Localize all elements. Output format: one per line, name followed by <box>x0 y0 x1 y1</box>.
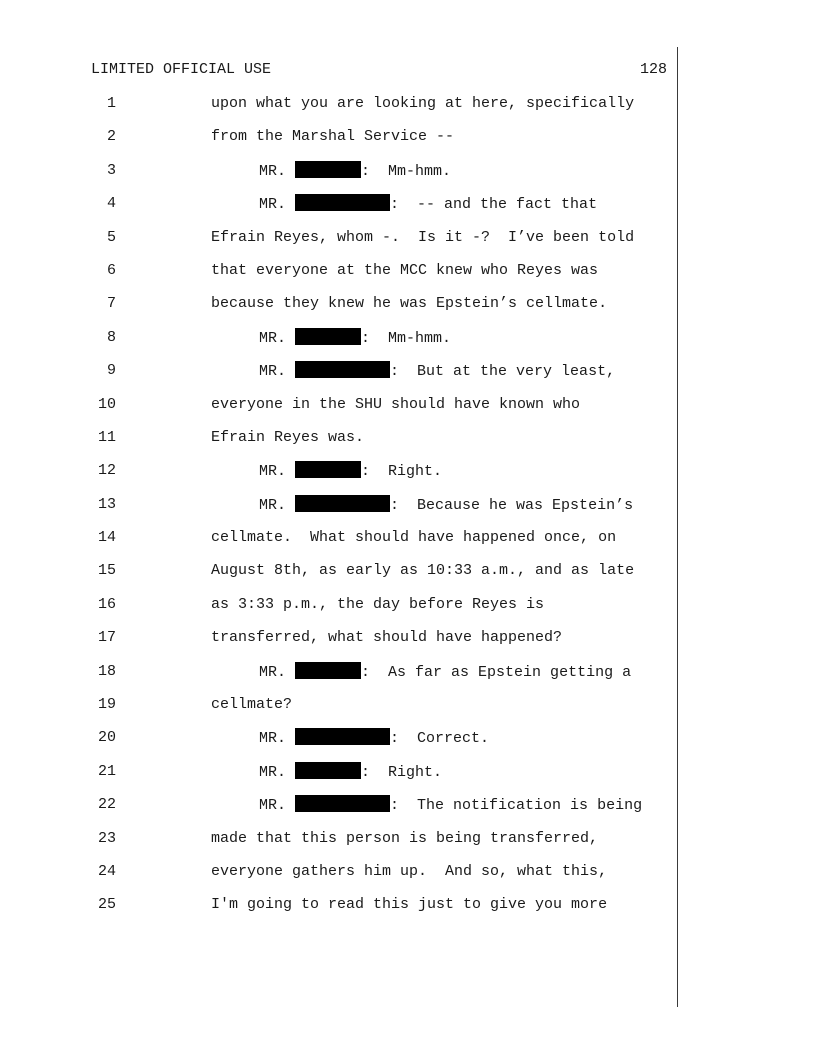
speaker-title: MR. <box>259 162 287 180</box>
page-number: 128 <box>639 61 667 78</box>
transcript-line <box>0 795 816 828</box>
line-number: 13 <box>97 495 116 513</box>
transcript-line <box>0 228 816 261</box>
line-number: 6 <box>106 261 116 279</box>
transcript-line <box>0 361 816 394</box>
transcript-line <box>0 762 816 795</box>
line-number: 24 <box>97 862 116 880</box>
line-text: : Mm-hmm. <box>361 162 452 180</box>
line-number: 7 <box>106 295 116 313</box>
transcript-line <box>0 294 816 327</box>
redaction-box <box>295 328 361 345</box>
speaker-line <box>259 795 642 816</box>
line-number: 3 <box>106 161 116 179</box>
redaction-box <box>295 495 390 512</box>
redaction-box <box>295 795 390 812</box>
line-number: 15 <box>97 562 116 580</box>
line-text: : The notification is being <box>390 797 643 815</box>
transcript-line <box>0 127 816 160</box>
line-text: : Mm-hmm. <box>361 329 452 347</box>
transcript-line <box>0 628 816 661</box>
line-text: cellmate. What should have happened once, on <box>211 529 617 547</box>
transcript-line <box>0 461 816 494</box>
redaction-box <box>295 662 361 679</box>
page-header <box>91 61 667 81</box>
redaction-box <box>295 728 390 745</box>
speaker-line <box>259 194 597 215</box>
speaker-title: MR. <box>259 763 287 781</box>
redaction-box <box>295 461 361 478</box>
line-number: 21 <box>97 762 116 780</box>
line-text: because they knew he was Epstein’s cellmate. <box>211 295 608 313</box>
classification-label: LIMITED OFFICIAL USE <box>91 61 272 78</box>
transcript-line <box>0 328 816 361</box>
speaker-title: MR. <box>259 663 287 681</box>
transcript-line <box>0 428 816 461</box>
transcript-line <box>0 495 816 528</box>
speaker-title: MR. <box>259 730 287 748</box>
redaction-box <box>295 762 361 779</box>
line-text: from the Marshal Service -- <box>211 128 455 146</box>
line-number: 2 <box>106 128 116 146</box>
redaction-box <box>295 161 361 178</box>
line-number: 10 <box>97 395 116 413</box>
line-text: transferred, what should have happened? <box>211 629 563 647</box>
transcript-line <box>0 662 816 695</box>
line-number: 12 <box>97 462 116 480</box>
line-number: 23 <box>97 829 116 847</box>
line-number: 20 <box>97 729 116 747</box>
transcript-line <box>0 829 816 862</box>
line-text: : Right. <box>361 463 443 481</box>
transcript-line <box>0 395 816 428</box>
speaker-title: MR. <box>259 196 287 214</box>
speaker-title: MR. <box>259 463 287 481</box>
line-text: : Right. <box>361 763 443 781</box>
transcript-line <box>0 728 816 761</box>
line-number: 16 <box>97 595 116 613</box>
speaker-line <box>259 328 451 349</box>
line-text: upon what you are looking at here, specifically <box>211 95 635 112</box>
line-text: August 8th, as early as 10:33 a.m., and as late <box>211 562 635 580</box>
line-number: 14 <box>97 529 116 547</box>
speaker-title: MR. <box>259 363 287 381</box>
transcript-line <box>0 895 816 928</box>
line-number: 18 <box>97 662 116 680</box>
transcript-line <box>0 595 816 628</box>
transcript-body <box>0 94 816 929</box>
transcript-line <box>0 194 816 227</box>
redaction-box <box>295 361 390 378</box>
line-text: cellmate? <box>211 696 293 714</box>
line-number: 9 <box>106 362 116 380</box>
line-number: 8 <box>106 328 116 346</box>
speaker-line <box>259 728 489 749</box>
speaker-title: MR. <box>259 329 287 347</box>
line-text: that everyone at the MCC knew who Reyes was <box>211 261 599 279</box>
transcript-line <box>0 561 816 594</box>
line-text: : Correct. <box>390 730 490 748</box>
transcript-line <box>0 161 816 194</box>
line-number: 11 <box>97 428 116 446</box>
line-number: 5 <box>106 228 116 246</box>
transcript-line <box>0 695 816 728</box>
speaker-line <box>259 495 633 516</box>
line-number: 22 <box>97 796 116 814</box>
speaker-line <box>259 161 451 182</box>
redaction-box <box>295 194 390 211</box>
speaker-line <box>259 461 442 482</box>
speaker-line <box>259 662 631 683</box>
speaker-line <box>259 762 442 783</box>
transcript-line <box>0 528 816 561</box>
transcript-line <box>0 261 816 294</box>
line-number: 25 <box>97 896 116 914</box>
transcript-line <box>0 94 816 127</box>
line-text: : As far as Epstein getting a <box>361 663 632 681</box>
transcript-line <box>0 862 816 895</box>
line-text: as 3:33 p.m., the day before Reyes is <box>211 595 545 613</box>
line-text: everyone in the SHU should have known who <box>211 395 581 413</box>
line-text: : But at the very least, <box>390 363 616 381</box>
line-text: Efrain Reyes, whom -. Is it -? I’ve been told <box>211 228 635 246</box>
speaker-title: MR. <box>259 496 287 514</box>
line-text: everyone gathers him up. And so, what this, <box>211 862 608 880</box>
line-number: 1 <box>106 95 116 112</box>
line-number: 17 <box>97 629 116 647</box>
line-number: 4 <box>106 195 116 213</box>
line-number: 19 <box>97 696 116 714</box>
line-text: made that this person is being transferred, <box>211 829 599 847</box>
line-text: I'm going to read this just to give you more <box>211 896 608 914</box>
speaker-line <box>259 361 615 382</box>
line-text: : -- and the fact that <box>390 196 598 214</box>
line-text: : Because he was Epstein’s <box>390 496 634 514</box>
speaker-title: MR. <box>259 797 287 815</box>
line-text: Efrain Reyes was. <box>211 428 365 446</box>
